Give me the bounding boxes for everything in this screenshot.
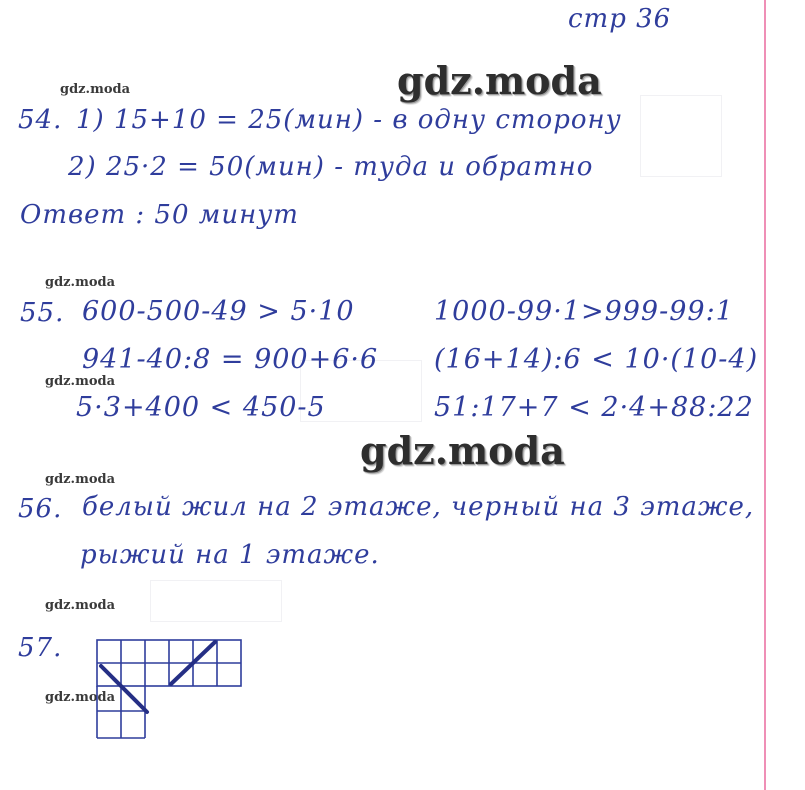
task56-line1: белый жил на 2 этаже, черный на 3 этаже, bbox=[82, 492, 755, 522]
task56-line2: рыжий на 1 этаже. bbox=[80, 540, 380, 570]
watermark-small: gdz.moda bbox=[45, 690, 116, 705]
watermark-small: gdz.moda bbox=[45, 598, 116, 613]
faint-grid bbox=[150, 580, 282, 622]
task55-row1-left: 600-500-49 > 5·10 bbox=[82, 296, 355, 327]
task54-answer: Ответ : 50 минут bbox=[20, 200, 299, 230]
task54-line2: 2) 25·2 = 50(мин) - туда и обратно bbox=[68, 152, 594, 182]
watermark-small: gdz.moda bbox=[45, 374, 116, 389]
task55-row2-left: 941-40:8 = 900+6·6 bbox=[82, 344, 379, 375]
watermark-small: gdz.moda bbox=[45, 472, 116, 487]
watermark-large: gdz.moda bbox=[360, 428, 565, 473]
task55-row3-left: 5·3+400 < 450-5 bbox=[76, 392, 326, 423]
task56-number: 56. bbox=[18, 494, 63, 524]
task55-row3-right: 51:17+7 < 2·4+88:22 bbox=[434, 392, 754, 423]
task57-grid-drawing bbox=[95, 638, 245, 740]
task55-row1-right: 1000-99·1>999-99:1 bbox=[434, 296, 734, 327]
cut-lines bbox=[101, 642, 215, 712]
faint-grid bbox=[640, 95, 722, 177]
task54-number: 54. bbox=[18, 105, 63, 135]
task54-line1: 1) 15+10 = 25(мин) - в одну сторону bbox=[76, 105, 622, 135]
margin-line bbox=[764, 0, 766, 790]
watermark-small: gdz.moda bbox=[45, 275, 116, 290]
task55-number: 55. bbox=[20, 298, 65, 328]
task55-row2-right: (16+14):6 < 10·(10-4) bbox=[434, 344, 759, 375]
page-label: стр 36 bbox=[568, 4, 672, 34]
diagonal-cut-left bbox=[101, 666, 147, 712]
task57-number: 57. bbox=[18, 633, 63, 663]
watermark-small: gdz.moda bbox=[60, 82, 131, 97]
watermark-large: gdz.moda bbox=[397, 58, 602, 103]
grid-lines bbox=[97, 640, 241, 738]
